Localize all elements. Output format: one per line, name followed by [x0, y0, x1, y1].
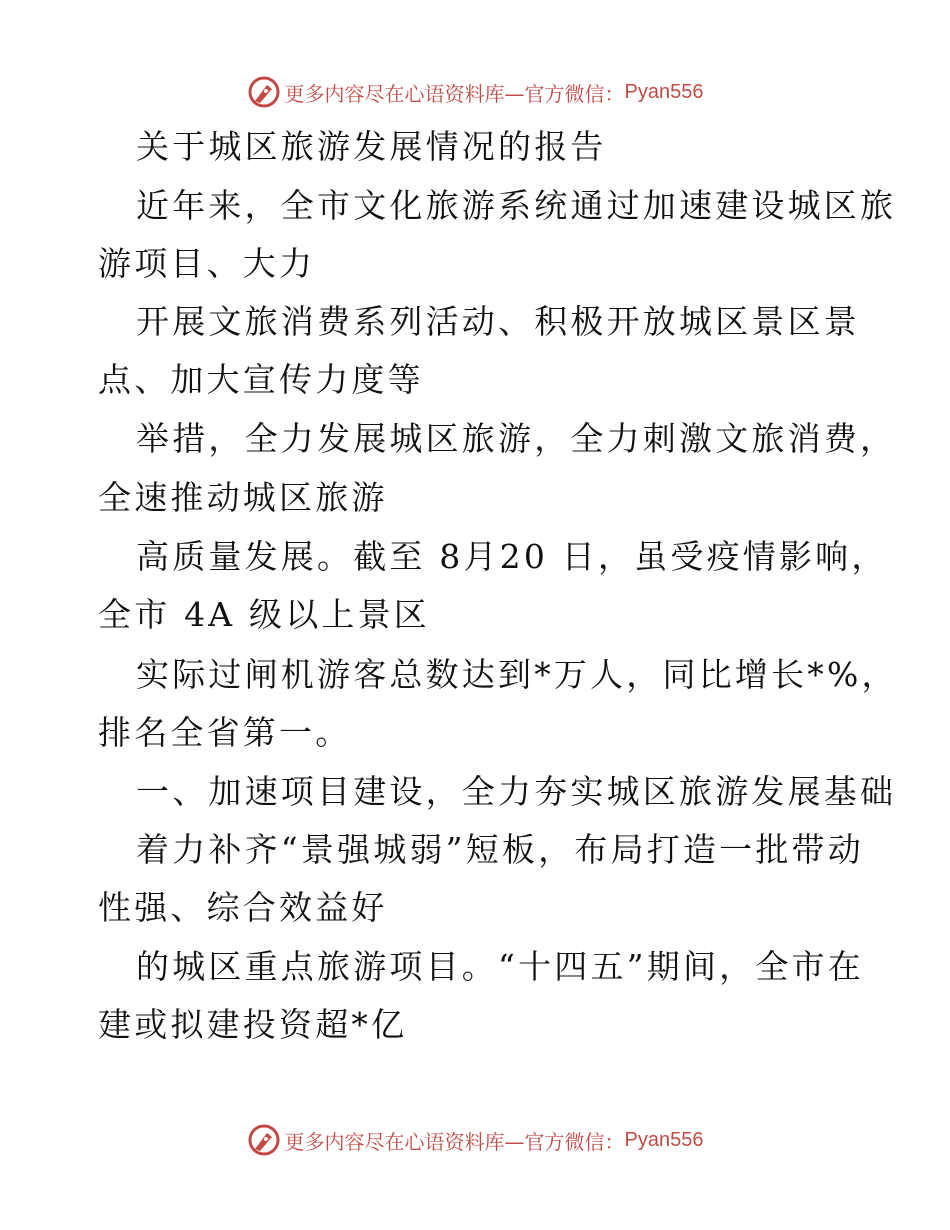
paragraph-line: 全速推动城区旅游: [98, 478, 388, 517]
paragraph-line: 游项目、大力: [98, 244, 316, 283]
paragraph-line: 近年来，全市文化旅游系统通过加速建设城区旅: [136, 186, 897, 225]
paragraph-line: 性强、综合效益好: [98, 888, 388, 927]
paragraph-line: 点、加大宣传力度等: [98, 360, 424, 399]
watermark-text: 更多内容尽在心语资料库—官方微信：: [284, 1129, 625, 1154]
header-watermark: [0, 72, 950, 112]
paragraph-line: 排名全省第一。: [98, 713, 352, 752]
paragraph-line: 建或拟建投资超*亿: [98, 1005, 408, 1044]
watermark-text: 更多内容尽在心语资料库—官方微信：: [284, 81, 625, 106]
footer-watermark: [0, 1120, 950, 1160]
watermark-wechat-id: Pyan556: [624, 80, 704, 103]
watermark-wechat-id: Pyan556: [624, 1128, 704, 1151]
paragraph-line: 实际过闸机游客总数达到*万人，同比增长*%，: [136, 655, 898, 694]
paragraph-line: 高质量发展。截至 8月20 日，虽受疫情影响，: [136, 537, 888, 576]
paragraph-line: 的城区重点旅游项目。“十四五”期间，全市在: [136, 947, 864, 986]
paragraph-line: 全市 4A 级以上景区: [98, 595, 431, 634]
pen-nib-logo-icon: [247, 1123, 281, 1157]
document-title: 关于城区旅游发展情况的报告: [136, 127, 607, 166]
paragraph-line: 举措，全力发展城区旅游，全力刺激文旅消费，: [136, 419, 897, 458]
section-heading: 一、加速项目建设，全力夯实城区旅游发展基础: [136, 772, 897, 811]
pen-nib-logo-icon: [247, 75, 281, 109]
paragraph-line: 着力补齐“景强城弱”短板，布局打造一批带动: [136, 830, 864, 869]
paragraph-line: 开展文旅消费系列活动、积极开放城区景区景: [136, 302, 860, 341]
